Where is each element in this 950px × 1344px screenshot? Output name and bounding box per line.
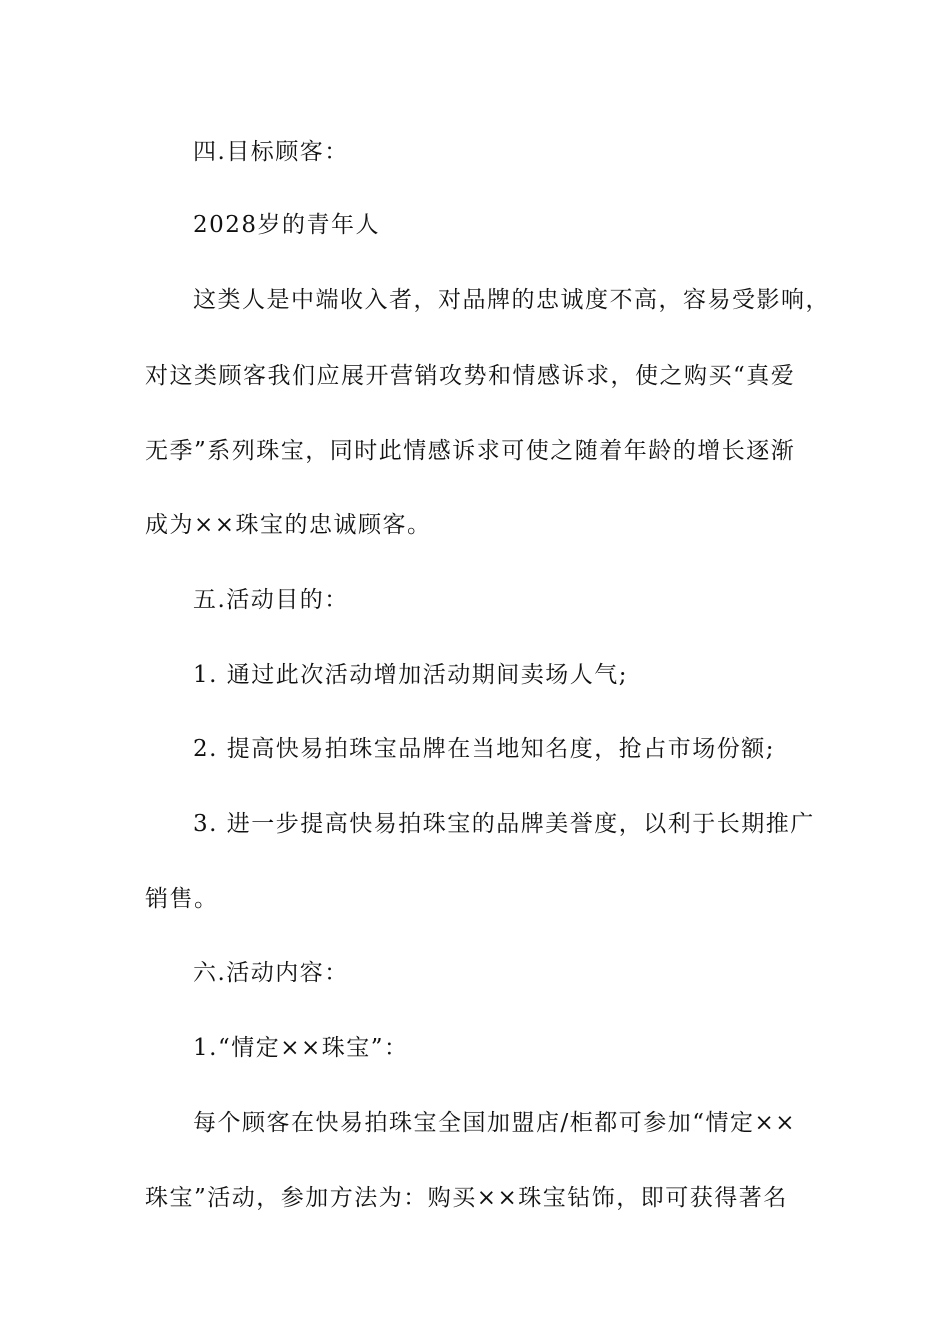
paragraph-line: 每个顾客在快易拍珠宝全国加盟店/柜都可参加“情定××	[193, 1110, 797, 1136]
subsection-heading: 1.“情定××珠宝”：	[193, 1035, 409, 1061]
paragraph-line: 2028岁的青年人	[193, 212, 381, 238]
section-heading-objectives: 五.活动目的：	[193, 587, 349, 613]
paragraph-line: 对这类顾客我们应展开营销攻势和情感诉求，使之购买“真爱	[145, 363, 796, 389]
list-item: 1. 通过此次活动增加活动期间卖场人气;	[193, 662, 629, 688]
paragraph-line: 销售。	[145, 886, 219, 912]
paragraph-line: 珠宝”活动，参加方法为：购买××珠宝钻饰，即可获得著名	[145, 1185, 788, 1211]
list-item: 3. 进一步提高快易拍珠宝的品牌美誉度，以利于长期推广	[193, 811, 815, 837]
section-heading-target-customers: 四.目标顾客：	[193, 139, 349, 165]
paragraph-line: 成为××珠宝的忠诚顾客。	[145, 512, 432, 538]
paragraph-line: 这类人是中端收入者，对品牌的忠诚度不高，容易受影响，	[193, 287, 830, 313]
section-heading-activity-content: 六.活动内容：	[193, 960, 349, 986]
list-item: 2. 提高快易拍珠宝品牌在当地知名度，抢占市场份额;	[193, 736, 776, 762]
paragraph-line: 无季”系列珠宝，同时此情感诉求可使之随着年龄的增长逐渐	[145, 438, 796, 464]
